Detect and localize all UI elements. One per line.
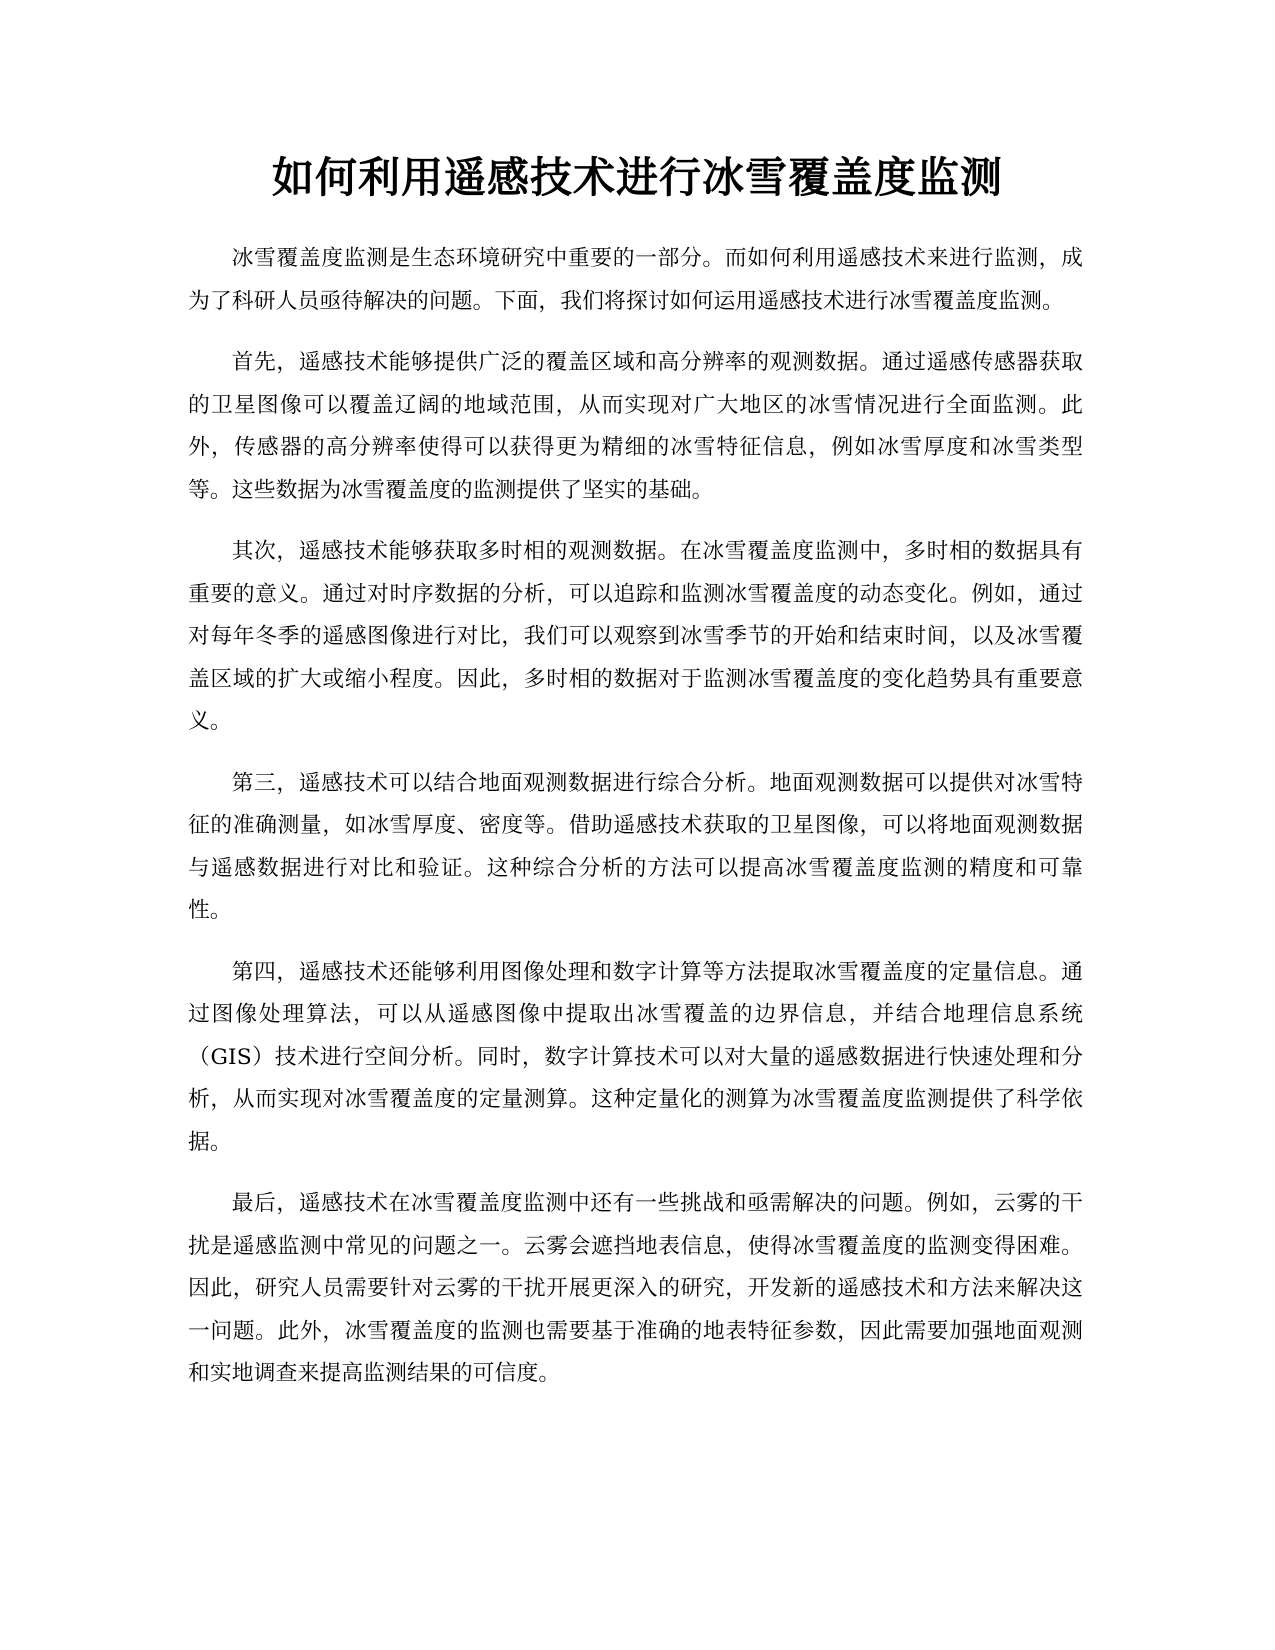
paragraph-third: 第三，遥感技术可以结合地面观测数据进行综合分析。地面观测数据可以提供对冰雪特征的准确测量，如冰雪厚度、密度等。借助遥感技术获取的卫星图像，可以将地面观测数据与遥感数据进行对比和验证。这种综合分析的方法可以提高冰雪覆盖度监测的精度和可靠性。 (188, 770, 1083, 923)
document-body (188, 238, 1083, 1415)
paragraph-last: 最后，遥感技术在冰雪覆盖度监测中还有一些挑战和亟需解决的问题。例如，云雾的干扰是遥感监测中常见的问题之一。云雾会遮挡地表信息，使得冰雪覆盖度的监测变得困难。因此，研究人员需要针对云雾的干扰开展更深入的研究，开发新的遥感技术和方法来解决这一问题。此外，冰雪覆盖度的监测也需要基于准确的地表特征参数，因此需要加强地面观测和实地调查来提高监测结果的可信度。 (188, 1191, 1083, 1386)
paragraph-second: 其次，遥感技术能够获取多时相的观测数据。在冰雪覆盖度监测中，多时相的数据具有重要的意义。通过对时序数据的分析，可以追踪和监测冰雪覆盖度的动态变化。例如，通过对每年冬季的遥感图像进行对比，我们可以观察到冰雪季节的开始和结束时间，以及冰雪覆盖区域的扩大或缩小程度。因此，多时相的数据对于监测冰雪覆盖度的变化趋势具有重要意义。 (188, 539, 1083, 734)
paragraph-first: 首先，遥感技术能够提供广泛的覆盖区域和高分辨率的观测数据。通过遥感传感器获取的卫星图像可以覆盖辽阔的地域范围，从而实现对广大地区的冰雪情况进行全面监测。此外，传感器的高分辨率使得可以获得更为精细的冰雪特征信息，例如冰雪厚度和冰雪类型等。这些数据为冰雪覆盖度的监测提供了坚实的基础。 (188, 350, 1083, 503)
paragraph-fourth: 第四，遥感技术还能够利用图像处理和数字计算等方法提取冰雪覆盖度的定量信息。通过图像处理算法，可以从遥感图像中提取出冰雪覆盖的边界信息，并结合地理信息系统（GIS）技术进行空间分析。同时，数字计算技术可以对大量的遥感数据进行快速处理和分析，从而实现对冰雪覆盖度的定量测算。这种定量化的测算为冰雪覆盖度监测提供了科学依据。 (188, 959, 1083, 1155)
paragraph-intro: 冰雪覆盖度监测是生态环境研究中重要的一部分。而如何利用遥感技术来进行监测，成为了科研人员亟待解决的问题。下面，我们将探讨如何运用遥感技术进行冰雪覆盖度监测。 (188, 246, 1083, 314)
document-title: 如何利用遥感技术进行冰雪覆盖度监测 (271, 153, 1003, 202)
